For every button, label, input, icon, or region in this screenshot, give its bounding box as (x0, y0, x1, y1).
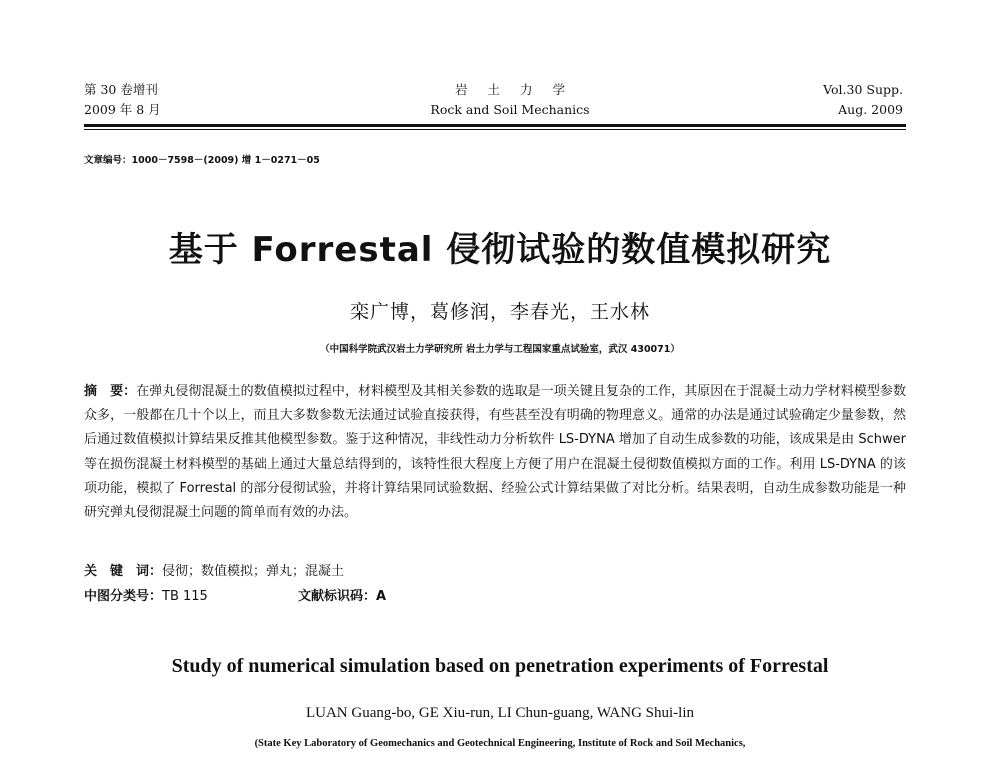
affiliation-en: (State Key Laboratory of Geomechanics and Geotechnical Engineering, Institute of Rock and Soil Mechanics, (254, 738, 746, 749)
abstract-cn (84, 380, 906, 525)
date-en: Aug. 2009 (838, 102, 903, 117)
classification (84, 585, 208, 604)
keywords (84, 560, 344, 579)
volume-en: Vol.30 Supp. (823, 82, 903, 97)
authors-cn: 栾广博，葛修润，李春光，王水林 (349, 301, 650, 323)
document-code (298, 585, 386, 604)
document-code-label: 文献标识码： (298, 589, 377, 604)
header-rule-thick (84, 124, 906, 127)
journal-name-cn: 岩土力学 (454, 82, 585, 97)
abstract-label: 摘 要： (84, 384, 137, 399)
keywords-label: 关 键 词： (84, 564, 163, 579)
classification-value: TB 115 (162, 589, 208, 604)
date-cn: 2009 年 8 月 (84, 102, 161, 117)
paper-title-cn: 基于 Forrestal 侵彻试验的数值模拟研究 (168, 230, 832, 270)
journal-header-center (420, 80, 600, 120)
journal-header-right (823, 80, 903, 120)
abstract-text: 在弹丸侵彻混凝土的数值模拟过程中，材料模型及其相关参数的选取是一项关键且复杂的工作，其原因在于混凝土动力学材料模型参数众多，一般都在几十个以上，而且大多数参数无法通过试验直接获得，有些甚至没有明确的物理意义。通常的办法是通过试验确定少量参数，然后通过数值模拟计算结果反推其他模型参数。鉴于这种情况，非线性动力分析软件 LS-DYNA 增加了自动生成参数的功能，该成果是由 Schwer 等在损伤混凝土材料模型的基础上通过大量总结得到的，该特性很大程度上方便了用户在混凝土侵彻数值模拟方面的工作。利用 LS-DYNA 的该项功能，模拟了 Forrestal 的部分侵彻试验，并将计算结果同试验数据、经验公式计算结果做了对比分析。结果表明，自动生成参数功能是一种研究弹丸侵彻混凝土问题的简单而有效的办法。 (84, 384, 906, 521)
article-number: 文章编号：1000－7598－(2009) 增 1－0271－05 (84, 155, 320, 166)
authors-en: LUAN Guang-bo, GE Xiu-run, LI Chun-guang, WANG Shui-lin (305, 705, 694, 721)
journal-name-en: Rock and Soil Mechanics (430, 102, 590, 117)
paper-title-en: Study of numerical simulation based on penetration experiments of Forrestal (171, 655, 829, 677)
journal-header-left (84, 80, 161, 120)
document-code-value: A (376, 589, 387, 604)
classification-label: 中图分类号： (84, 589, 163, 604)
affiliation-cn: （中国科学院武汉岩土力学研究所 岩土力学与工程国家重点试验室，武汉 430071） (320, 344, 680, 355)
keywords-text: 侵彻；数值模拟；弹丸；混凝土 (162, 564, 345, 579)
journal-issue-cn: 第 30 卷增刊 (84, 82, 158, 97)
header-rule-thin (84, 129, 906, 130)
